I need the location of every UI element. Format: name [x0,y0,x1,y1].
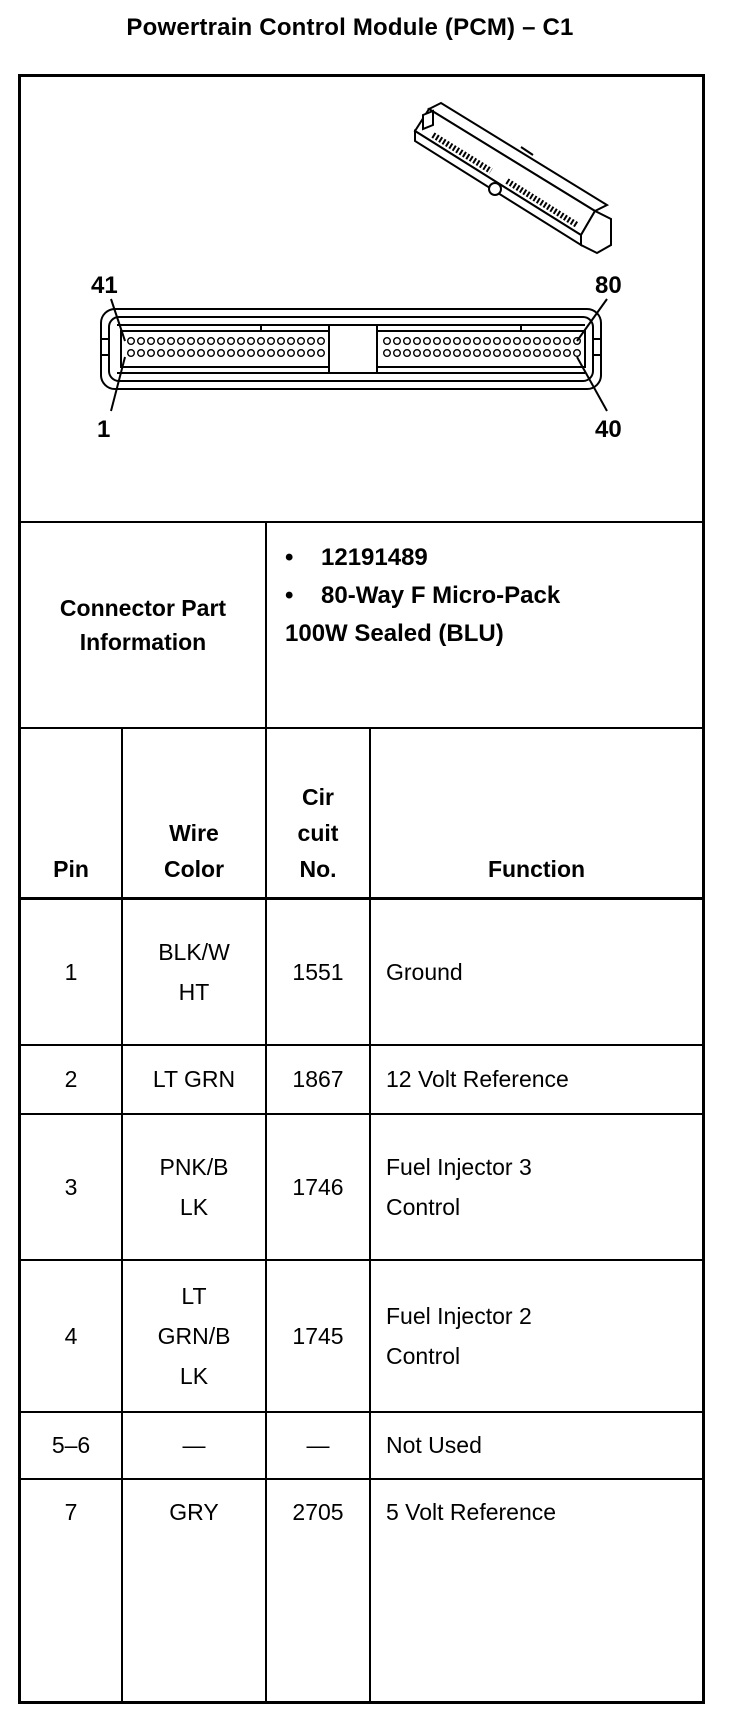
bullet-2: • [285,582,294,609]
pin-hole [288,350,295,357]
cell-wire-color-text: BLK/W [158,938,230,965]
pin-hole [308,350,315,357]
cell-circuit [267,1046,369,1113]
header-circuit-line3: No. [299,856,337,882]
connector-info-label-line2: Information [79,629,207,655]
pin-hole [444,350,451,357]
cell-function [371,1413,702,1478]
pin-hole [198,350,205,357]
pin-hole [318,338,325,345]
pin-hole [258,338,265,345]
pin-hole [514,338,521,345]
connector-iso-drawing [415,103,611,253]
pin-hole [464,350,471,357]
pin-label-41: 41 [91,272,118,299]
cell-wire-color [123,1480,265,1545]
pin-hole [198,338,205,345]
cell-pin [21,1261,121,1411]
cell-wire-color [123,1413,265,1478]
pin-hole [504,350,511,357]
pin-hole [494,338,501,345]
page-title: Powertrain Control Module (PCM) – C1 [126,14,574,41]
pin-hole [554,338,561,345]
pin-hole [474,350,481,357]
pin-hole [564,338,571,345]
cell-pin-text: 4 [64,1322,78,1349]
pin-hole [318,350,325,357]
cell-circuit-text: — [306,1432,330,1459]
pin-hole [404,350,411,357]
cell-function-text: Control [386,1343,461,1369]
cell-wire-color [123,900,265,1044]
pin-hole [208,350,215,357]
cell-function [371,1480,702,1545]
cell-circuit [267,900,369,1044]
pin-hole [168,338,175,345]
cell-circuit [267,1480,369,1545]
pin-hole [544,338,551,345]
connector-part-number: 12191489 [321,544,428,571]
connector-info-label-line1: Connector Part [59,595,227,621]
header-wire-color [123,815,265,887]
connector-description-line1: 80-Way F Micro-Pack [321,582,561,609]
pin-hole [424,350,431,357]
connector-sheet [18,74,705,1704]
pin-hole [434,350,441,357]
connector-info-label [21,523,265,727]
cell-wire-color [123,1046,265,1113]
pin-hole [288,338,295,345]
cell-pin-text: 2 [64,1066,78,1093]
cell-function [371,1115,702,1259]
pin-hole [178,338,185,345]
cell-wire-color [123,1115,265,1259]
pin-hole [394,338,401,345]
pin-hole [158,350,165,357]
cell-pin-text: 3 [64,1173,78,1200]
pin-hole [484,338,491,345]
cell-wire-color-text: HT [178,979,210,1005]
pin-hole [158,338,165,345]
header-function: Function [487,856,586,882]
pin-label-80: 80 [595,272,622,299]
cell-wire-color-text: — [182,1432,206,1459]
pin-hole [564,350,571,357]
cell-function-text: Control [386,1194,461,1220]
pin-hole [218,350,225,357]
pin-hole [188,350,195,357]
bullet-1: • [285,544,294,571]
pin-hole [454,338,461,345]
cell-pin [21,900,121,1044]
pin-hole [298,350,305,357]
cell-pin [21,1115,121,1259]
header-circuit-line1: Cir [302,784,334,810]
pin-hole [188,338,195,345]
pin-hole [138,338,145,345]
pin-hole [524,338,531,345]
cell-pin [21,1046,121,1113]
pin-hole [554,350,561,357]
cell-function-text: Fuel Injector 2 [386,1302,532,1329]
cell-function-text: Not Used [386,1432,482,1459]
pin-hole [178,350,185,357]
cell-pin [21,1480,121,1545]
pin-hole [308,338,315,345]
pin-hole [384,338,391,345]
cell-circuit-text: 2705 [292,1499,344,1526]
pin-hole [574,350,581,357]
pin-hole [534,338,541,345]
cell-circuit [267,1413,369,1478]
cell-pin-text: 7 [64,1499,78,1526]
cell-pin-text: 5–6 [51,1432,91,1459]
pin-hole [524,350,531,357]
divider-info [21,727,702,729]
pin-hole [208,338,215,345]
pin-hole [298,338,305,345]
header-wire-color-line2: Color [163,856,225,882]
pin-hole [394,350,401,357]
pin-hole [228,338,235,345]
pin-hole [128,350,135,357]
pin-hole [464,338,471,345]
connector-description-line2: 100W Sealed (BLU) [285,620,504,647]
cell-function [371,1046,702,1113]
cell-function [371,900,702,1044]
cell-circuit-text: 1867 [292,1066,344,1093]
cell-pin-text: 1 [64,958,78,985]
pin-hole [168,350,175,357]
pin-hole [128,338,135,345]
connector-face [101,309,601,389]
pin-hole [414,338,421,345]
cell-function-text: Ground [386,958,463,985]
cell-wire-color-text: LK [179,1363,209,1390]
pin-hole [494,350,501,357]
pin-hole [414,350,421,357]
pin-hole [474,338,481,345]
cell-wire-color-text: LT [181,1282,207,1309]
cell-wire-color-text: PNK/B [159,1153,229,1180]
cell-wire-color-text: GRN/B [157,1322,231,1349]
pin-hole [258,350,265,357]
pin-hole [218,338,225,345]
pin-hole [148,338,155,345]
cell-wire-color-text: GRY [169,1499,219,1526]
pin-hole [454,350,461,357]
pin-label-1: 1 [97,416,111,443]
cell-wire-color-text: LK [179,1194,209,1220]
header-circuit-line2: cuit [297,820,339,846]
pin-hole [504,338,511,345]
pin-label-40: 40 [595,416,622,443]
cell-wire-color [123,1261,265,1411]
pin-hole [444,338,451,345]
cell-circuit-text: 1746 [292,1173,344,1200]
connector-diagram [21,77,702,569]
cell-pin [21,1413,121,1478]
pin-hole [404,338,411,345]
header-pin: Pin [53,856,89,882]
cell-circuit [267,1261,369,1411]
connector-info-value [285,539,560,653]
pin-hole [278,338,285,345]
pin-hole [248,338,255,345]
cell-circuit-text: 1551 [292,958,344,985]
pin-hole [514,350,521,357]
cell-function-text: 12 Volt Reference [386,1066,569,1093]
pin-hole [278,350,285,357]
header-wire-color-line1: Wire [169,820,219,846]
header-circuit-no [267,779,369,887]
pin-hole [484,350,491,357]
pin-hole [238,350,245,357]
pin-hole [268,338,275,345]
pin-hole [544,350,551,357]
pin-hole [268,350,275,357]
pin-hole [238,338,245,345]
pin-hole [228,350,235,357]
pin-hole [138,350,145,357]
cell-wire-color-text: LT GRN [152,1066,236,1093]
cell-function-text: Fuel Injector 3 [386,1153,532,1180]
pin-hole [248,350,255,357]
cell-circuit [267,1115,369,1259]
cell-function-text: 5 Volt Reference [386,1499,557,1526]
cell-circuit-text: 1745 [292,1322,344,1349]
pin-hole [424,338,431,345]
pin-hole [534,350,541,357]
cell-function [371,1261,702,1411]
pin-hole [384,350,391,357]
pin-hole [148,350,155,357]
pin-hole [434,338,441,345]
